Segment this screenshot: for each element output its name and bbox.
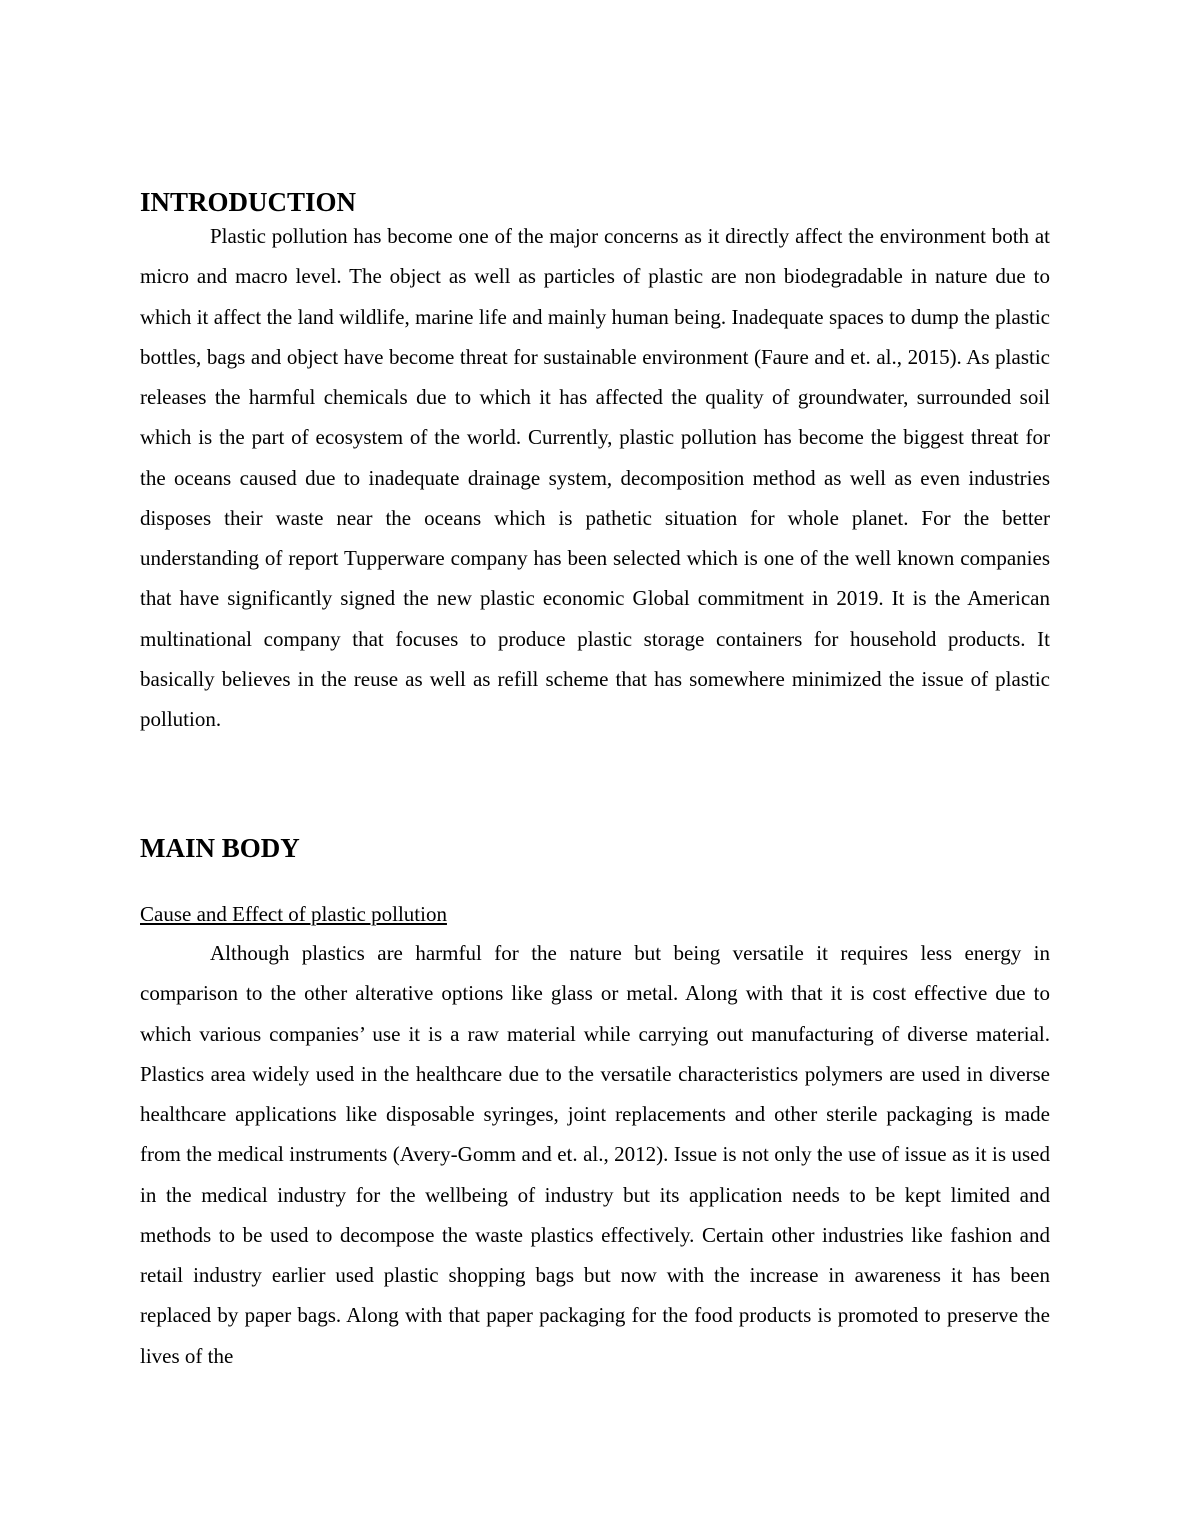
introduction-heading: INTRODUCTION	[140, 187, 357, 217]
main-body-paragraph: Although plastics are harmful for the nature but being versatile it requires less energy in comparison to the other alterative options like glass or metal. Along with that it is cost effective due to which various companies’ use it is a raw material while carrying out manufacturing of diverse material. Plastics area widely used in the healthcare due to the versatile characteristics polymers are used in diverse healthcare applications like disposable syringes, joint replacements and other sterile packaging is made from the medical instruments (Avery-Gomm and et. al., 2012). Issue is not only the use of issue as it is used in the medical industry for the wellbeing of industry but its application needs to be kept limited and methods to be used to decompose the waste plastics effectively. Certain other industries like fashion and retail industry earlier used plastic shopping bags but now with the increase in awareness it has been replaced by paper bags. Along with that paper packaging for the food products is promoted to preserve the lives of the	[140, 941, 1050, 1368]
main-body-heading: MAIN BODY	[140, 833, 300, 863]
introduction-paragraph: Plastic pollution has become one of the major concerns as it directly affect the environment both at micro and macro level. The object as well as particles of plastic are non biodegradable in nature due to which it affect the land wildlife, marine life and mainly human being. Inadequate spaces to dump the plastic bottles, bags and object have become threat for sustainable environment (Faure and et. al., 2015). As plastic releases the harmful chemicals due to which it has affected the quality of groundwater, surrounded soil which is the part of ecosystem of the world. Currently, plastic pollution has become the biggest threat for the oceans caused due to inadequate drainage system, decomposition method as well as even industries disposes their waste near the oceans which is pathetic situation for whole planet. For the better understanding of report Tupperware company has been selected which is one of the well known companies that have significantly signed the new plastic economic Global commitment in 2019. It is the American multinational company that focuses to produce plastic storage containers for household products. It basically believes in the reuse as well as refill scheme that has somewhere minimized the issue of plastic pollution.	[140, 224, 1050, 731]
cause-effect-subheading: Cause and Effect of plastic pollution	[140, 902, 447, 926]
